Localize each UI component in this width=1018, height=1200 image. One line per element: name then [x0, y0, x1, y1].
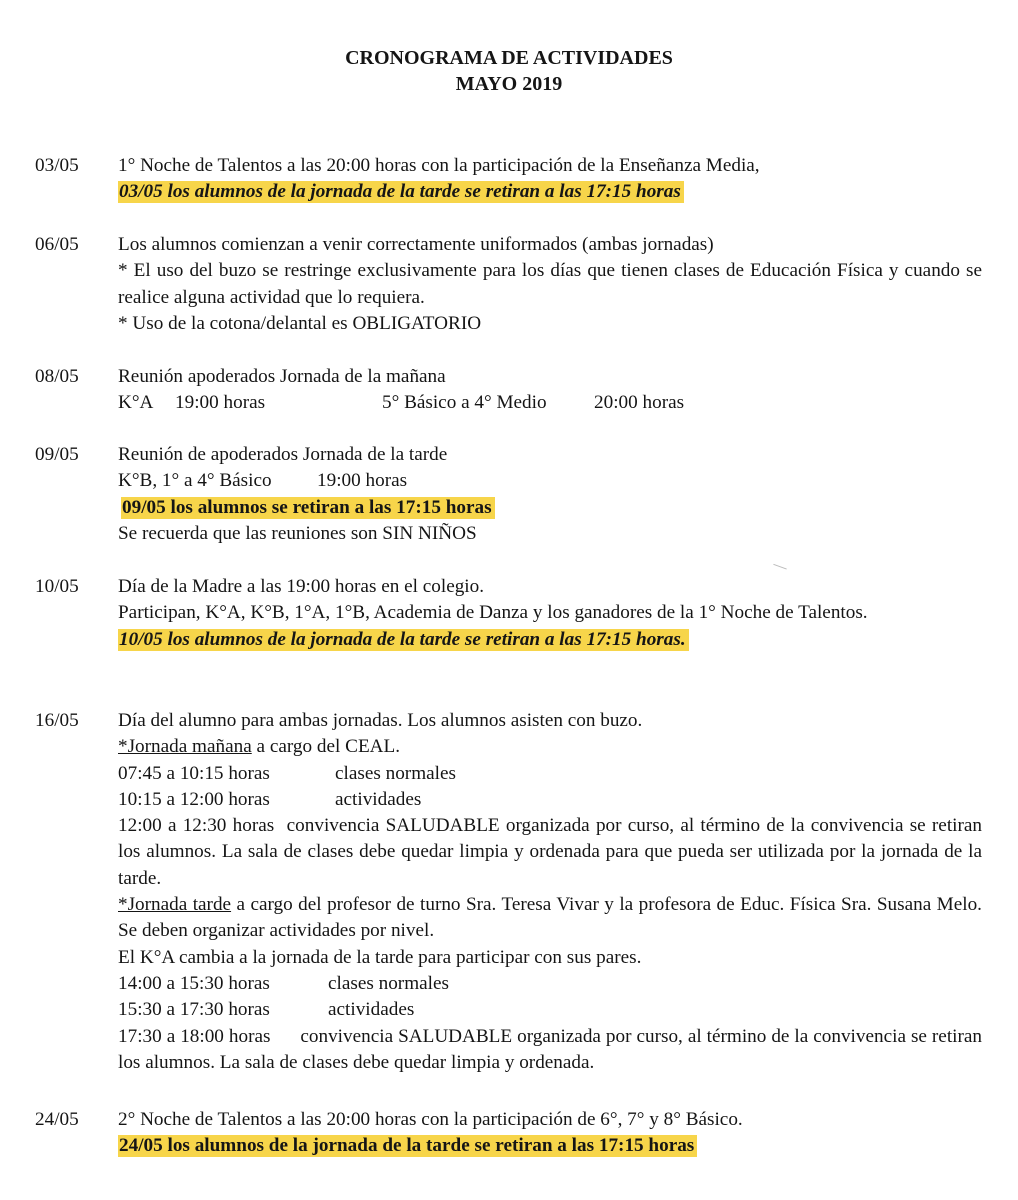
time-range: 07:45 a 10:15 horas: [118, 762, 270, 784]
morning-label: *Jornada mañana: [118, 736, 252, 758]
document-title: CRONOGRAMA DE ACTIVIDADES: [345, 47, 673, 69]
entry-body: [118, 708, 987, 1076]
time-range: 14:00 a 15:30 horas: [118, 972, 270, 994]
grade-label: K°B, 1° a 4° Básico: [118, 470, 272, 492]
time-label: 20:00 horas: [594, 392, 685, 414]
time-range: 15:30 a 17:30 horas: [118, 999, 270, 1021]
grade-label: 5° Básico a 4° Medio: [382, 392, 547, 414]
activity: actividades: [328, 999, 415, 1021]
entry-date: 09/05: [35, 444, 79, 465]
entry-body: [118, 153, 982, 206]
entry-body: [118, 574, 982, 653]
schedule-row: [118, 468, 982, 494]
highlight-note: 10/05 los alumnos de la jornada de la tarde se retiran a las 17:15 horas.: [118, 629, 689, 651]
highlight-note: 24/05 los alumnos de la jornada de la tarde se retiran a las 17:15 horas: [118, 1135, 697, 1157]
time-range: 10:15 a 12:00 horas: [118, 788, 270, 810]
entry-text: 1° Noche de Talentos a las 20:00 horas con la participación de la Enseñanza Media,: [118, 155, 760, 176]
entry-text: 2° Noche de Talentos a las 20:00 horas con la participación de 6°, 7° y 8° Básico.: [118, 1109, 743, 1130]
entry-text: * Uso de la cotona/delantal es OBLIGATORIO: [118, 312, 482, 334]
document-subtitle: MAYO 2019: [455, 73, 563, 95]
entry-date: 08/05: [35, 366, 79, 387]
activity: clases normales: [335, 762, 456, 784]
entry-text: Reunión de apoderados Jornada de la tarde: [118, 444, 448, 465]
entry-date: 10/05: [35, 576, 79, 597]
entry-body: [118, 1107, 982, 1160]
document-header: [0, 45, 1018, 97]
afternoon-rest: a cargo del profesor de turno Sra. Teresa Vivar y la profesora de Educ. Física Sra. Susana Melo. Se deben organizar actividades por nivel.: [118, 894, 982, 942]
entry-text: Día del alumno para ambas jornadas. Los alumnos asisten con buzo.: [118, 710, 643, 731]
morning-rest: a cargo del CEAL.: [251, 736, 401, 758]
entry-paragraph: 17:30 a 18:00 horas convivencia SALUDABLE organizada por curso, al término de la convivencia se retiran los alumnos. La sala de clases debe quedar limpia y ordenada.: [118, 1025, 987, 1073]
entry-paragraph: 12:00 a 12:30 horas convivencia SALUDABLE organizada por curso, al término de la convivencia se retiran los alumnos. La sala de clases debe quedar limpia y ordenada para que pueda ser utilizada por la jornada de la tarde.: [118, 815, 987, 889]
highlight-note: 09/05 los alumnos se retiran a las 17:15 horas: [121, 497, 495, 519]
schedule-row: [118, 761, 982, 787]
entry-text: El K°A cambia a la jornada de la tarde para participar con sus pares.: [118, 946, 642, 968]
schedule-row: [118, 971, 982, 997]
activity: actividades: [335, 788, 422, 810]
entry-body: [118, 364, 982, 417]
entry-paragraph: * El uso del buzo se restringe exclusivamente para los días que tienen clases de Educación Física y cuando se realice alguna actividad que lo requiera.: [118, 260, 982, 308]
entry-date: 16/05: [35, 710, 79, 731]
time-label: 19:00 horas: [175, 392, 266, 414]
activity: clases normales: [328, 972, 449, 994]
entry-date: 03/05: [35, 155, 79, 176]
entry-date: 06/05: [35, 234, 79, 255]
time-label: 19:00 horas: [317, 470, 408, 492]
afternoon-label: *Jornada tarde: [118, 894, 232, 916]
entry-body: [118, 442, 982, 547]
entry-date: 24/05: [35, 1109, 79, 1130]
schedule-row: [118, 787, 982, 813]
entry-body: [118, 232, 982, 337]
grade-label: K°A: [118, 392, 154, 414]
entry-text: Reunión apoderados Jornada de la mañana: [118, 366, 446, 387]
entry-text: Día de la Madre a las 19:00 horas en el colegio.: [118, 576, 485, 597]
morning-heading: [118, 734, 982, 760]
schedule-row: [118, 390, 982, 416]
entry-text: Los alumnos comienzan a venir correctamente uniformados (ambas jornadas): [118, 234, 714, 255]
afternoon-paragraph: [118, 892, 982, 945]
highlight-note: 03/05 los alumnos de la jornada de la tarde se retiran a las 17:15 horas: [118, 181, 684, 203]
schedule-row: [118, 997, 982, 1023]
entry-text: Se recuerda que las reuniones son SIN NIÑOS: [118, 522, 477, 544]
entry-paragraph: Participan, K°A, K°B, 1°A, 1°B, Academia de Danza y los ganadores de la 1° Noche de Talentos.: [118, 602, 868, 624]
